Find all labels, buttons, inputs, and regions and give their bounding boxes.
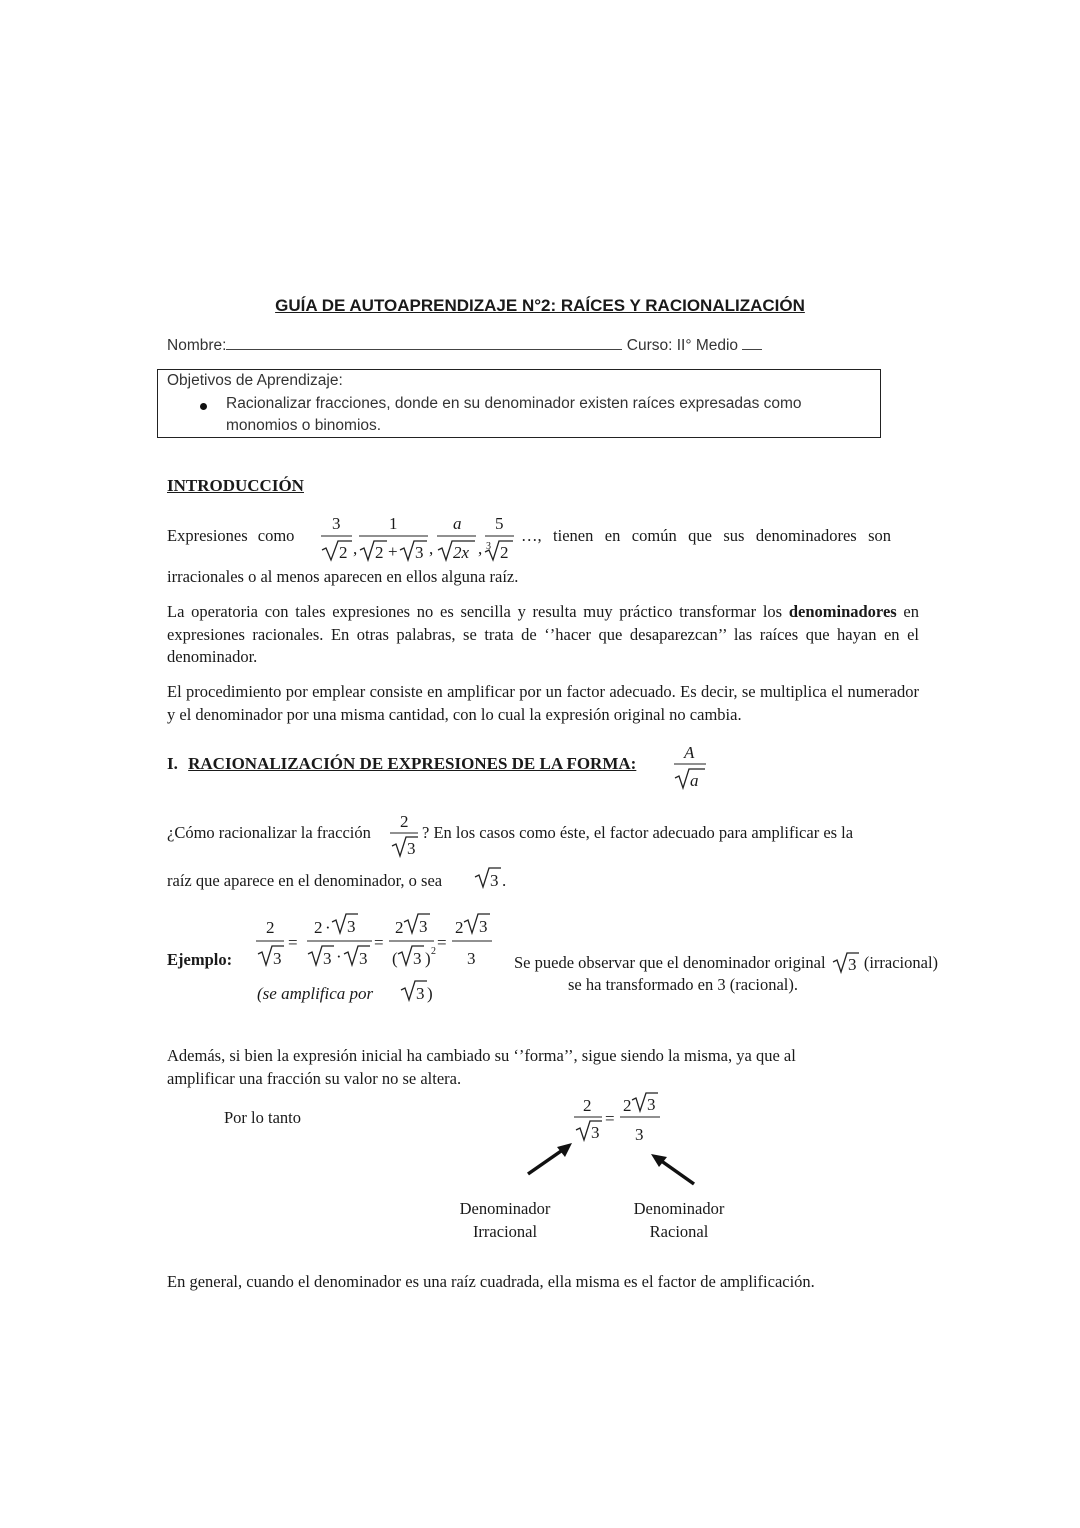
intro-expressions — [318, 510, 528, 566]
intro-paragraph-2 — [167, 601, 919, 669]
intro-expr-lead: Expresiones como — [167, 526, 295, 545]
svg-text:=: = — [374, 933, 384, 952]
label-irr-2: Irracional — [472, 1221, 538, 1241]
observe-line1-text: Se puede observar que el denominador original — [514, 953, 826, 972]
example-note-sqrt3 — [398, 976, 438, 1006]
label-irr-1: Denominador — [459, 1199, 551, 1218]
name-field[interactable] — [226, 335, 622, 350]
svg-text:3: 3 — [419, 917, 428, 936]
label-rac-1: Denominador — [633, 1199, 725, 1218]
question-sqrt3 — [471, 863, 511, 893]
course-label: Curso: II° Medio — [626, 337, 739, 354]
svg-text:,: , — [429, 539, 434, 558]
objective-item-line2: monomios o binomios. — [226, 417, 382, 434]
expr3-den: 2x — [453, 543, 470, 562]
observe-irr: (irracional) — [863, 953, 939, 972]
example-equation — [252, 912, 497, 974]
observe-sqrt3 — [830, 950, 860, 974]
intro-p2-bold: denominadores — [788, 602, 897, 621]
section1-number: I. — [167, 754, 178, 773]
expr2-den-b: 3 — [415, 543, 424, 562]
intro-p2-part1: La operatoria con tales expresiones no es sencilla y resulta muy práctico transformar los — [167, 602, 783, 621]
question-line2 — [167, 871, 442, 891]
svg-text:2: 2 — [395, 918, 404, 937]
objective-item-line1: Racionalizar fracciones, donde en su denominador existen raíces expresadas como — [226, 395, 802, 412]
intro-line2: irracionales o al menos aparecen en ellos alguna raíz. — [167, 567, 519, 586]
svg-text:·: · — [336, 947, 342, 966]
label-irracional — [430, 1198, 580, 1243]
expr3-num: a — [453, 514, 462, 533]
section1-heading — [167, 754, 636, 774]
intro-paragraph-3: El procedimiento por emplear consiste en amplificar por un factor adecuado. Es decir, se multiplica el numerador y el denominador por una misma cantidad, con lo cual la expresión original no cambia. — [167, 682, 919, 724]
page-title: GUÍA DE AUTOAPRENDIZAJE N°2: RAÍCES Y RACIONALIZACIÓN — [275, 296, 805, 315]
question-line2-text: raíz que aparece en el denominador, o sea — [167, 871, 443, 890]
expr4-num: 5 — [495, 514, 504, 533]
svg-text:2: 2 — [623, 1096, 632, 1115]
expr2-num: 1 — [389, 514, 398, 533]
svg-text:): ) — [427, 984, 433, 1003]
intro-p2-part2: en expresiones racionales. En otras palabras, se trata de ‘’hacer que desaparezcan’’ las raíces que hayan en el denominador. — [167, 602, 919, 666]
observe-line2: se ha transformado en 3 (racional). — [568, 975, 798, 994]
svg-text:3: 3 — [479, 917, 488, 936]
arrows — [520, 1138, 710, 1198]
expr2-den-a: 2 — [375, 543, 384, 562]
example-note — [257, 984, 373, 1004]
conclusion-text: En general, cuando el denominador es una raíz cuadrada, ella misma es el factor de amplificación. — [167, 1272, 815, 1291]
svg-text:): ) — [425, 949, 431, 968]
form-rad: a — [690, 771, 699, 790]
svg-text:3: 3 — [467, 949, 476, 968]
example-label: Ejemplo: — [167, 950, 233, 969]
question-part1: ¿Cómo racionalizar la fracción — [167, 823, 371, 842]
svg-text:3: 3 — [323, 949, 332, 968]
svg-text:3: 3 — [647, 1095, 656, 1114]
objectives-heading: Objetivos de Aprendizaje: — [167, 372, 343, 389]
arrow-right-icon — [660, 1160, 694, 1184]
svg-text:.: . — [502, 871, 507, 890]
svg-text:3: 3 — [347, 917, 356, 936]
svg-text:=: = — [437, 933, 447, 952]
svg-text:2: 2 — [314, 918, 323, 937]
expr2-plus: + — [388, 542, 398, 561]
svg-text:,: , — [353, 539, 358, 558]
svg-text:,: , — [478, 539, 483, 558]
svg-text:=: = — [605, 1109, 615, 1128]
svg-text:2: 2 — [455, 918, 464, 937]
intro-expr-tail: …, tienen en común que sus denominadores son — [521, 526, 892, 545]
intro-heading: INTRODUCCIÓN — [167, 476, 304, 495]
svg-text:2: 2 — [400, 812, 409, 831]
name-label: Nombre: — [167, 337, 227, 354]
svg-text:3: 3 — [847, 955, 857, 974]
por-lo-tanto: Por lo tanto — [224, 1108, 301, 1127]
name-row — [167, 335, 762, 355]
svg-text:3: 3 — [413, 949, 422, 968]
svg-text:2: 2 — [431, 946, 436, 957]
question-part2: ? En los casos como éste, el factor adecuado para amplificar es la — [422, 823, 854, 842]
expr4-index: 3 — [486, 541, 491, 552]
svg-text:3: 3 — [635, 1125, 644, 1144]
expr1-root — [322, 541, 352, 560]
svg-text:3: 3 — [416, 984, 425, 1003]
arrow-left-icon — [528, 1149, 564, 1174]
svg-text:3: 3 — [273, 949, 282, 968]
expr1-den: 2 — [339, 543, 348, 562]
objectives-box — [157, 369, 881, 438]
expr1-num: 3 — [332, 514, 341, 533]
svg-text:3: 3 — [490, 871, 499, 890]
ademas-paragraph: Además, si bien la expresión inicial ha cambiado su ‘’forma’’, sigue siendo la misma, ya que al amplificar una fracción su valor no se altera. — [167, 1046, 796, 1088]
bullet-icon — [200, 403, 207, 410]
svg-text:·: · — [325, 918, 331, 937]
section1-title: RACIONALIZACIÓN DE EXPRESIONES DE LA FORMA: — [188, 754, 637, 773]
course-field[interactable] — [742, 335, 762, 350]
svg-text:(: ( — [392, 949, 398, 968]
svg-text:2: 2 — [266, 918, 275, 937]
observe-line1 — [514, 950, 938, 974]
svg-text:3: 3 — [407, 839, 416, 858]
label-racional — [604, 1198, 754, 1243]
question-fraction — [386, 808, 422, 862]
expr4-den: 2 — [500, 543, 509, 562]
svg-text:=: = — [288, 933, 298, 952]
label-rac-2: Racional — [649, 1221, 709, 1241]
example-note-text: (se amplifica por — [257, 984, 374, 1003]
section1-form-fraction — [672, 738, 712, 796]
svg-text:3: 3 — [591, 1123, 600, 1142]
svg-text:3: 3 — [359, 949, 368, 968]
svg-text:2: 2 — [583, 1096, 592, 1115]
form-num: A — [684, 743, 695, 762]
arrow-left-head-icon — [557, 1143, 572, 1157]
